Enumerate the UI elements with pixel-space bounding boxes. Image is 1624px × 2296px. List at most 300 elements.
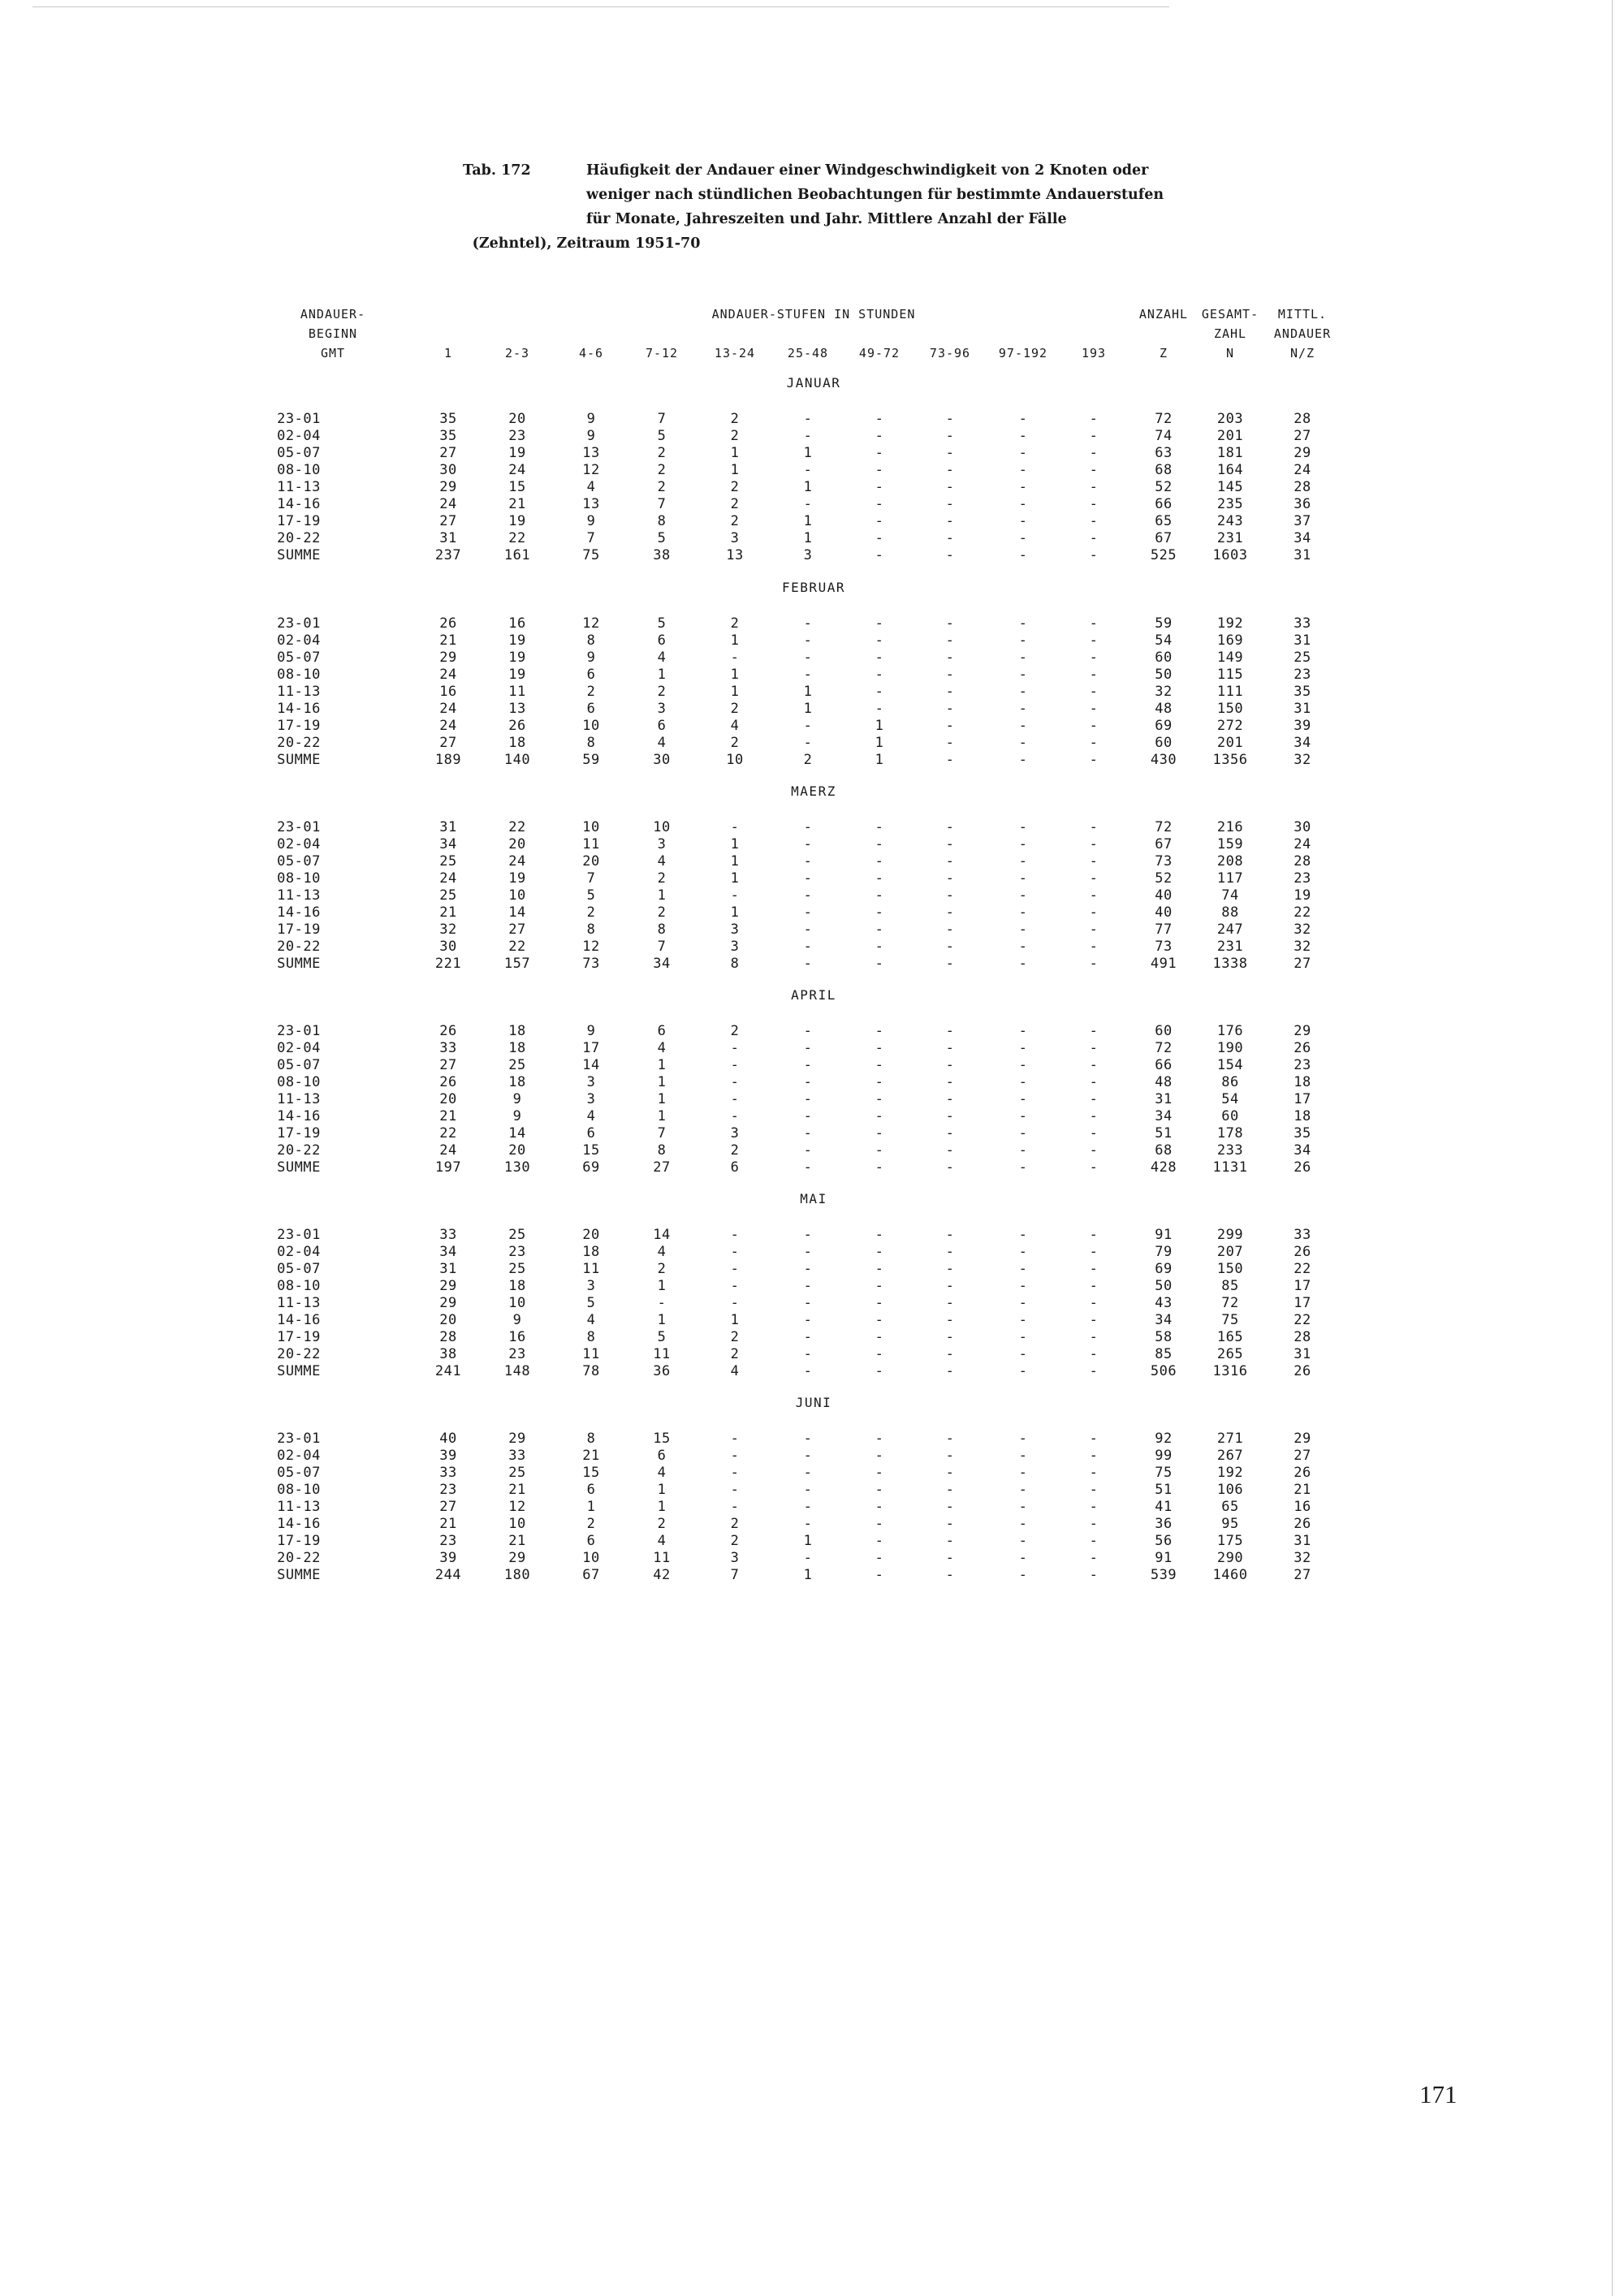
table-cell: 2: [730, 496, 740, 512]
table-cell: -: [1089, 1091, 1099, 1107]
table-cell: -: [1089, 921, 1099, 938]
table-cell: -: [875, 1516, 884, 1532]
table-cell: -: [1018, 1227, 1028, 1243]
table-cell: 8: [657, 921, 667, 938]
table-cell: -: [1018, 462, 1028, 478]
table-cell: 26: [439, 615, 457, 632]
table-cell: -: [1018, 547, 1028, 563]
table-cell: -: [1089, 836, 1099, 852]
table-cell: -: [1089, 632, 1099, 649]
table-cell: 6: [586, 1482, 596, 1498]
table-cell: -: [875, 650, 884, 666]
table-cell: -: [1089, 956, 1099, 972]
row-label: 02-04: [277, 1244, 321, 1260]
table-cell: 14: [508, 904, 526, 921]
table-cell: 59: [1155, 615, 1173, 632]
table-cell: 3: [803, 547, 813, 563]
table-cell: -: [945, 853, 955, 870]
table-cell: -: [730, 1108, 740, 1124]
table-cell: 30: [653, 752, 671, 768]
table-cell: -: [1018, 1516, 1028, 1532]
table-cell: -: [1018, 904, 1028, 921]
table-cell: 29: [508, 1431, 526, 1447]
table-cell: 8: [586, 1431, 596, 1447]
table-cell: 11: [653, 1346, 671, 1362]
table-cell: 22: [439, 1125, 457, 1142]
table-cell: -: [1018, 1312, 1028, 1328]
table-cell: 29: [1294, 445, 1311, 461]
table-cell: -: [945, 1329, 955, 1345]
table-cell: 51: [1155, 1482, 1173, 1498]
table-cell: 2: [730, 411, 740, 427]
table-cell: 24: [508, 462, 526, 478]
table-cell: 428: [1150, 1159, 1177, 1176]
table-cell: 25: [508, 1465, 526, 1481]
table-cell: 7: [657, 939, 667, 955]
row-label: 02-04: [277, 632, 321, 649]
table-cell: -: [875, 1533, 884, 1549]
table-cell: 29: [439, 1295, 457, 1311]
table-cell: -: [875, 887, 884, 904]
table-cell: -: [730, 1465, 740, 1481]
table-cell: -: [945, 1465, 955, 1481]
table-cell: 154: [1216, 1057, 1244, 1073]
table-cell: -: [875, 1040, 884, 1056]
row-label: 14-16: [277, 1108, 321, 1124]
table-cell: 491: [1150, 956, 1177, 972]
table-cell: -: [1018, 1295, 1028, 1311]
table-cell: -: [875, 853, 884, 870]
table-cell: -: [1018, 752, 1028, 768]
table-cell: -: [803, 819, 813, 835]
row-label: 05-07: [277, 853, 321, 870]
begin-header: ANDAUER-: [300, 307, 366, 322]
table-cell: -: [803, 462, 813, 478]
row-label: 08-10: [277, 462, 321, 478]
row-label: 17-19: [277, 921, 321, 938]
row-label: 17-19: [277, 718, 321, 734]
table-cell: 35: [439, 428, 457, 444]
table-cell: -: [730, 819, 740, 835]
table-cell: 30: [1294, 819, 1311, 835]
table-cell: -: [945, 1278, 955, 1294]
table-cell: 21: [508, 1533, 526, 1549]
table-cell: -: [1089, 887, 1099, 904]
table-cell: -: [803, 667, 813, 683]
row-label: 17-19: [277, 1125, 321, 1142]
table-cell: -: [730, 1040, 740, 1056]
row-label: 05-07: [277, 1261, 321, 1277]
table-cell: 19: [1294, 887, 1311, 904]
table-cell: 32: [1155, 684, 1173, 700]
table-cell: -: [1018, 530, 1028, 546]
table-cell: -: [875, 513, 884, 529]
table-cell: 192: [1216, 1465, 1244, 1481]
table-cell: 111: [1216, 684, 1244, 700]
table-cell: -: [1018, 1465, 1028, 1481]
row-label: 02-04: [277, 428, 321, 444]
table-cell: 231: [1216, 939, 1244, 955]
table-cell: -: [803, 1040, 813, 1056]
table-cell: 178: [1216, 1125, 1244, 1142]
table-cell: -: [945, 1499, 955, 1515]
table-cell: -: [945, 1533, 955, 1549]
table-cell: -: [1018, 1040, 1028, 1056]
table-cell: -: [945, 1091, 955, 1107]
row-label: 05-07: [277, 445, 321, 461]
table-cell: 1: [803, 1533, 813, 1549]
column-header: ANZAHL: [1138, 307, 1189, 322]
table-cell: 74: [1221, 887, 1239, 904]
table-cell: 28: [1294, 853, 1311, 870]
table-cell: 1: [803, 684, 813, 700]
table-cell: -: [875, 615, 884, 632]
table-cell: 18: [508, 1040, 526, 1056]
table-cell: 31: [439, 1261, 457, 1277]
table-cell: 26: [439, 1074, 457, 1090]
table-cell: 24: [1294, 462, 1311, 478]
table-cell: 150: [1216, 1261, 1244, 1277]
table-cell: -: [803, 1329, 813, 1345]
table-cell: 15: [653, 1431, 671, 1447]
caption-line: für Monate, Jahreszeiten und Jahr. Mittlere Anzahl der Fälle: [586, 211, 1067, 227]
table-cell: 2: [730, 701, 740, 717]
table-cell: -: [1089, 650, 1099, 666]
table-cell: -: [1018, 718, 1028, 734]
table-cell: -: [945, 819, 955, 835]
begin-header: BEGINN: [308, 326, 358, 341]
table-cell: -: [1018, 615, 1028, 632]
table-cell: 3: [657, 701, 667, 717]
table-cell: 8: [730, 956, 740, 972]
table-cell: -: [1089, 1074, 1099, 1090]
table-cell: 290: [1216, 1550, 1244, 1566]
table-cell: 33: [1294, 615, 1311, 632]
table-cell: -: [803, 1295, 813, 1311]
table-cell: -: [875, 530, 884, 546]
table-cell: -: [1089, 1125, 1099, 1142]
table-cell: 31: [1294, 701, 1311, 717]
table-cell: -: [1018, 853, 1028, 870]
table-cell: 430: [1150, 752, 1177, 768]
table-cell: 73: [582, 956, 600, 972]
table-cell: -: [1089, 1261, 1099, 1277]
table-cell: 65: [1155, 513, 1173, 529]
table-cell: 20: [508, 411, 526, 427]
column-header: 193: [1081, 346, 1107, 360]
table-cell: -: [875, 1159, 884, 1176]
table-cell: 21: [508, 1482, 526, 1498]
column-header: GESAMT-: [1201, 307, 1259, 322]
table-cell: 9: [586, 1023, 596, 1039]
table-cell: 32: [1294, 939, 1311, 955]
table-cell: -: [1089, 411, 1099, 427]
table-cell: 299: [1216, 1227, 1244, 1243]
table-cell: 77: [1155, 921, 1173, 938]
table-cell: 201: [1216, 735, 1244, 751]
column-header: 1: [443, 346, 453, 360]
scan-gutter-line: [1612, 0, 1613, 2296]
table-cell: -: [803, 650, 813, 666]
table-cell: -: [875, 547, 884, 563]
table-cell: -: [1089, 1363, 1099, 1379]
table-cell: -: [1089, 428, 1099, 444]
table-cell: 19: [508, 445, 526, 461]
table-cell: 72: [1155, 411, 1173, 427]
table-cell: 164: [1216, 462, 1244, 478]
table-cell: -: [1018, 1363, 1028, 1379]
table-cell: -: [803, 956, 813, 972]
table-cell: 10: [726, 752, 744, 768]
row-label: 11-13: [277, 479, 321, 495]
table-cell: 4: [657, 1465, 667, 1481]
table-cell: -: [875, 1023, 884, 1039]
table-cell: 1: [657, 1108, 667, 1124]
table-cell: 130: [503, 1159, 531, 1176]
table-cell: 1: [730, 870, 740, 887]
row-label: 08-10: [277, 1482, 321, 1498]
table-cell: 34: [1155, 1108, 1173, 1124]
table-cell: 99: [1155, 1448, 1173, 1464]
table-cell: -: [1089, 684, 1099, 700]
table-cell: -: [1018, 735, 1028, 751]
table-cell: 85: [1155, 1346, 1173, 1362]
table-cell: 17: [1294, 1278, 1311, 1294]
table-cell: 23: [508, 1244, 526, 1260]
column-header: N: [1225, 346, 1235, 360]
table-cell: 1: [657, 667, 667, 683]
table-cell: -: [730, 1074, 740, 1090]
row-label: 23-01: [277, 1023, 321, 1039]
table-cell: -: [1018, 496, 1028, 512]
table-cell: 28: [1294, 1329, 1311, 1345]
table-cell: 7: [657, 411, 667, 427]
table-cell: 39: [439, 1448, 457, 1464]
table-cell: 26: [1294, 1244, 1311, 1260]
table-cell: -: [945, 735, 955, 751]
table-cell: -: [803, 870, 813, 887]
table-cell: 2: [586, 684, 596, 700]
table-cell: -: [1018, 1346, 1028, 1362]
table-cell: 21: [508, 496, 526, 512]
table-cell: -: [1089, 615, 1099, 632]
table-cell: -: [1018, 1329, 1028, 1345]
table-cell: 15: [582, 1142, 600, 1159]
table-cell: 9: [586, 650, 596, 666]
table-cell: 35: [439, 411, 457, 427]
row-label: 11-13: [277, 887, 321, 904]
table-cell: 24: [1294, 836, 1311, 852]
table-cell: -: [1018, 819, 1028, 835]
table-cell: -: [945, 615, 955, 632]
table-cell: -: [803, 1261, 813, 1277]
column-header: 97-192: [998, 346, 1048, 360]
table-cell: -: [1018, 701, 1028, 717]
table-cell: 29: [1294, 1431, 1311, 1447]
table-cell: 34: [1155, 1312, 1173, 1328]
table-cell: 8: [657, 1142, 667, 1159]
table-cell: 145: [1216, 479, 1244, 495]
table-cell: 1: [730, 632, 740, 649]
table-cell: -: [945, 1363, 955, 1379]
table-cell: 34: [1294, 530, 1311, 546]
table-cell: 197: [434, 1159, 462, 1176]
row-label: 20-22: [277, 735, 321, 751]
table-cell: 150: [1216, 701, 1244, 717]
table-cell: 6: [586, 1533, 596, 1549]
table-cell: -: [875, 1295, 884, 1311]
table-cell: 19: [508, 667, 526, 683]
row-label: 23-01: [277, 819, 321, 835]
table-cell: 1316: [1212, 1363, 1248, 1379]
table-cell: 75: [1155, 1465, 1173, 1481]
table-cell: 15: [508, 479, 526, 495]
table-cell: 190: [1216, 1040, 1244, 1056]
table-cell: -: [875, 1346, 884, 1362]
table-cell: 4: [730, 718, 740, 734]
table-cell: 11: [508, 684, 526, 700]
table-cell: 20: [508, 836, 526, 852]
table-cell: 13: [508, 701, 526, 717]
table-cell: -: [945, 428, 955, 444]
table-cell: -: [945, 956, 955, 972]
table-cell: -: [803, 1074, 813, 1090]
table-cell: -: [945, 1142, 955, 1159]
table-cell: 43: [1155, 1295, 1173, 1311]
table-cell: -: [803, 1312, 813, 1328]
section-title: MAI: [800, 1191, 827, 1206]
table-cell: 15: [582, 1465, 600, 1481]
table-cell: 31: [1294, 1533, 1311, 1549]
table-cell: 1338: [1212, 956, 1248, 972]
table-cell: 231: [1216, 530, 1244, 546]
table-cell: -: [875, 684, 884, 700]
table-cell: 27: [439, 445, 457, 461]
table-cell: 21: [439, 904, 457, 921]
table-cell: -: [1089, 530, 1099, 546]
table-cell: 31: [1294, 1346, 1311, 1362]
row-label: 02-04: [277, 836, 321, 852]
table-cell: 91: [1155, 1550, 1173, 1566]
table-cell: 506: [1150, 1363, 1177, 1379]
table-cell: 1: [730, 836, 740, 852]
table-cell: -: [875, 1244, 884, 1260]
table-cell: 31: [1294, 632, 1311, 649]
table-cell: -: [730, 1482, 740, 1498]
table-cell: 189: [434, 752, 462, 768]
table-cell: -: [945, 479, 955, 495]
table-cell: -: [1089, 1227, 1099, 1243]
table-cell: 2: [730, 1346, 740, 1362]
table-cell: 60: [1221, 1108, 1239, 1124]
table-cell: 41: [1155, 1499, 1173, 1515]
table-cell: 20: [582, 1227, 600, 1243]
table-cell: -: [730, 1278, 740, 1294]
table-cell: 85: [1221, 1278, 1239, 1294]
table-cell: 14: [508, 1125, 526, 1142]
table-cell: 26: [1294, 1516, 1311, 1532]
table-cell: -: [1089, 701, 1099, 717]
table-cell: 175: [1216, 1533, 1244, 1549]
row-label: 08-10: [277, 870, 321, 887]
table-cell: -: [875, 1448, 884, 1464]
table-cell: 27: [508, 921, 526, 938]
table-cell: 1: [730, 904, 740, 921]
table-cell: 17: [1294, 1295, 1311, 1311]
table-cell: 1: [657, 1499, 667, 1515]
table-cell: -: [803, 1244, 813, 1260]
table-cell: -: [945, 752, 955, 768]
table-cell: 32: [439, 921, 457, 938]
column-header: 4-6: [578, 346, 604, 360]
table-cell: 19: [508, 870, 526, 887]
table-cell: -: [1089, 1312, 1099, 1328]
table-cell: -: [1018, 650, 1028, 666]
table-cell: 27: [653, 1159, 671, 1176]
table-cell: 32: [1294, 752, 1311, 768]
table-cell: 2: [657, 1516, 667, 1532]
table-cell: -: [1018, 445, 1028, 461]
table-cell: 3: [730, 1550, 740, 1566]
table-cell: -: [730, 1057, 740, 1073]
table-cell: -: [1018, 428, 1028, 444]
table-cell: -: [945, 1567, 955, 1583]
table-cell: 192: [1216, 615, 1244, 632]
table-cell: -: [945, 1108, 955, 1124]
table-cell: 23: [508, 428, 526, 444]
table-cell: 106: [1216, 1482, 1244, 1498]
table-cell: 48: [1155, 701, 1173, 717]
table-cell: 1: [803, 445, 813, 461]
table-cell: -: [945, 1295, 955, 1311]
table-cell: -: [803, 428, 813, 444]
table-cell: 60: [1155, 735, 1173, 751]
table-cell: 148: [503, 1363, 531, 1379]
table-cell: 2: [730, 735, 740, 751]
table-cell: -: [803, 1142, 813, 1159]
table-cell: 34: [1294, 735, 1311, 751]
table-cell: 78: [582, 1363, 600, 1379]
table-cell: 20: [439, 1312, 457, 1328]
table-cell: -: [875, 1074, 884, 1090]
table-cell: -: [1089, 1040, 1099, 1056]
table-cell: 181: [1216, 445, 1244, 461]
row-label: 14-16: [277, 701, 321, 717]
table-cell: -: [875, 1499, 884, 1515]
table-cell: 24: [439, 667, 457, 683]
table-cell: 36: [1155, 1516, 1173, 1532]
table-cell: -: [1089, 853, 1099, 870]
table-cell: 63: [1155, 445, 1173, 461]
table-cell: 33: [1294, 1227, 1311, 1243]
table-cell: 40: [439, 1431, 457, 1447]
table-cell: -: [1018, 1074, 1028, 1090]
table-cell: 235: [1216, 496, 1244, 512]
table-cell: -: [945, 1227, 955, 1243]
table-cell: -: [875, 1261, 884, 1277]
table-cell: -: [945, 1482, 955, 1498]
table-cell: 27: [439, 513, 457, 529]
table-cell: 39: [1294, 718, 1311, 734]
table-cell: 6: [657, 1023, 667, 1039]
table-cell: 7: [657, 496, 667, 512]
table-cell: -: [875, 956, 884, 972]
column-header: MITTL.: [1277, 307, 1328, 322]
table-cell: -: [875, 1550, 884, 1566]
table-cell: 5: [586, 887, 596, 904]
table-cell: 27: [1294, 1567, 1311, 1583]
table-cell: 19: [508, 632, 526, 649]
